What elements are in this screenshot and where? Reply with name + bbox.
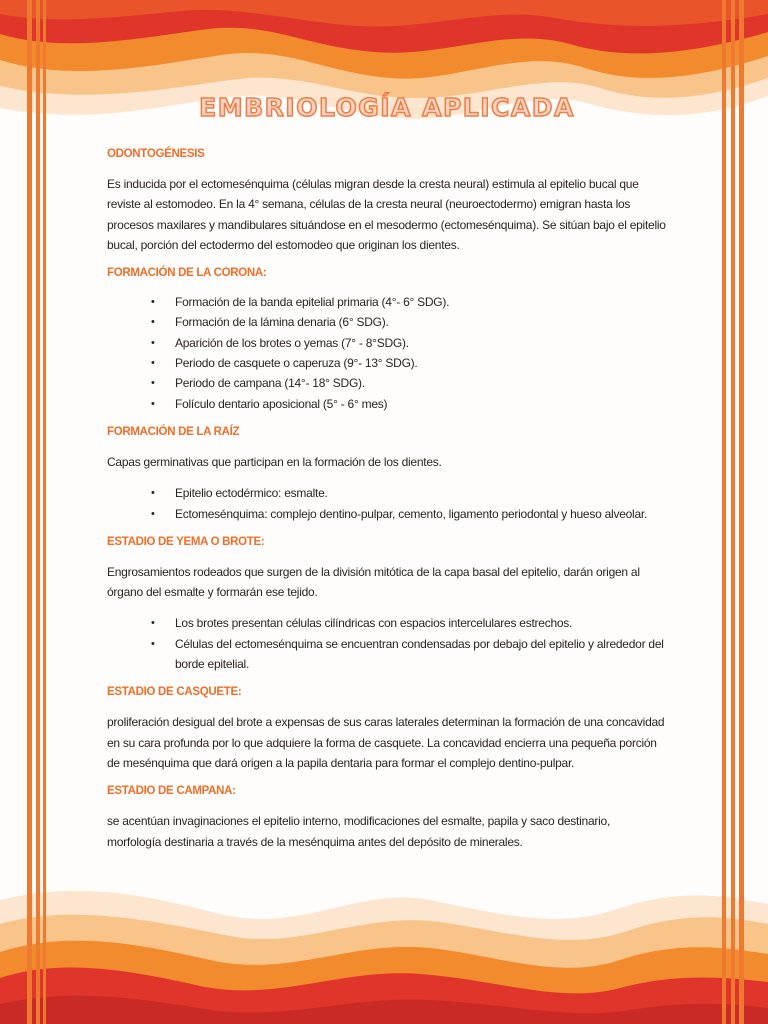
stripe — [731, 0, 735, 1024]
list-item: • Folículo dentario aposicional (5° - 6° mes) — [175, 394, 667, 414]
stripe — [27, 0, 32, 1024]
list-item: • Ectomesénquima: complejo dentino-pulpar, cemento, ligamento periodontal y hueso alveolar. — [175, 504, 667, 524]
page-title: EMBRIOLOGÍA APLICADA — [199, 93, 575, 122]
bullet-list — [107, 292, 667, 414]
list-item: • Aparición de los brotes o yemas (7° - 8°SDG). — [175, 333, 667, 353]
stripe — [722, 0, 726, 1024]
list-item: • Periodo de casquete o caperuza (9°- 13° SDG). — [175, 353, 667, 373]
section-heading: ESTADIO DE CASQUETE: — [107, 686, 242, 699]
section-paragraph: Capas germinativas que participan en la formación de los dientes. — [107, 454, 442, 469]
stripe — [43, 0, 46, 1024]
list-item: • Los brotes presentan células cilíndricas con espacios intercelulares estrechos. — [175, 613, 667, 633]
list-item: • Formación de la banda epitelial primaria (4°- 6° SDG). — [175, 292, 667, 312]
right-stripes-decoration — [722, 0, 768, 1024]
section-heading: FORMACIÓN DE LA CORONA: — [107, 267, 267, 280]
section-paragraph: proliferación desigual del brote a expensas de sus caras laterales determinan la formación de una concavidad en su cara profunda por lo que adquiere la forma de casquete. La concavidad encierra una pequeña porción de mesénquima que dará origen a la papila dentaria para formar el complejo dentino-pulpar. — [107, 715, 665, 770]
section-heading: ODONTOGÉNESIS — [107, 148, 205, 160]
section-heading: ESTADIO DE CAMPANA: — [107, 785, 236, 798]
list-item: • Células del ectomesénquima se encuentran condensadas por debajo del epitelio y alrededor del borde epitelial. — [175, 634, 667, 675]
stripe — [36, 0, 40, 1024]
list-item: • Periodo de campana (14°- 18° SDG). — [175, 373, 667, 393]
document-body — [107, 92, 667, 852]
list-item: • Formación de la lámina denaria (6° SDG). — [175, 312, 667, 332]
section-paragraph: se acentúan invaginaciones el epitelio interno, modificaciones del esmalte, papila y saco destinario, morfología destinaria a través de la mesénquima antes del depósito de minerales. — [107, 814, 611, 849]
section-heading: FORMACIÓN DE LA RAÍZ — [107, 425, 240, 438]
list-item: • Epitelio ectodérmico: esmalte. — [175, 483, 667, 503]
stripe — [739, 0, 744, 1024]
left-stripes-decoration — [0, 0, 46, 1024]
section-heading: ESTADIO DE YEMA O BROTE: — [107, 535, 265, 548]
section-paragraph: Engrosamientos rodeados que surgen de la división mitótica de la capa basal del epitelio, darán origen al órgano del esmalte y formarán ese tejido. — [107, 564, 640, 600]
bullet-list — [107, 613, 667, 674]
bullet-list — [107, 483, 667, 524]
bottom-wave-decoration — [0, 860, 768, 1024]
section-paragraph: Es inducida por el ectomesénquima (células migran desde la cresta neural) estimula al epitelio bucal que reviste al estomodeo. En la 4° semana, células de la cresta neural (neuroectodermo) emigran hasta los procesos maxilares y mandibulares situándose en el mesodermo (ectomesénquima). Se sitúan bajo el epitelio bucal, porción del ectodermo del estomodeo que originan los dientes. — [107, 177, 666, 252]
